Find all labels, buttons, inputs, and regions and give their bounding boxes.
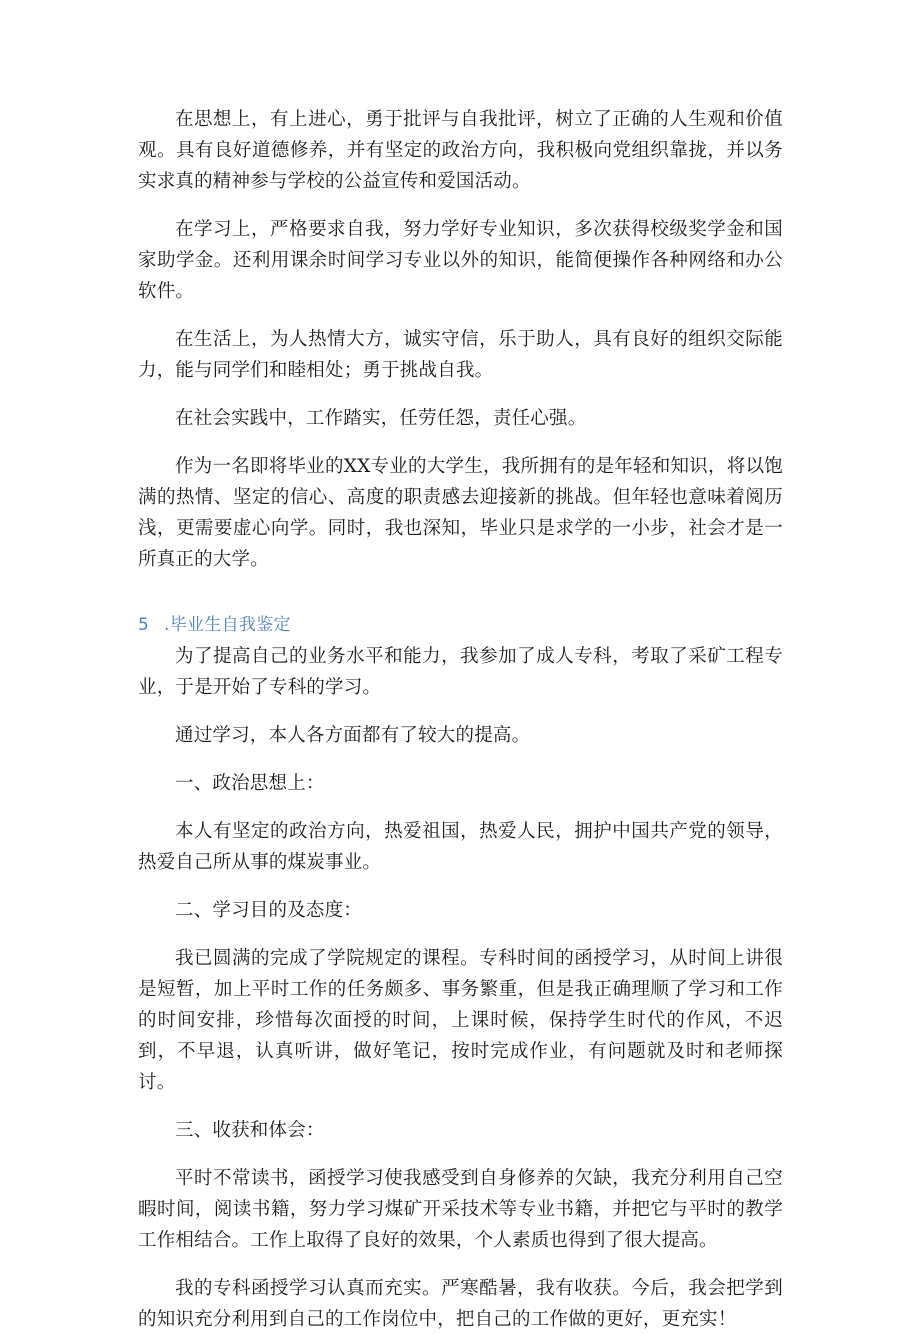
paragraph-study-attitude: 我已圆满的完成了学院规定的课程。专科时间的函授学习，从时间上讲很是短暂，加上平时工作的任务颇多、事务繁重，但是我正确理顺了学习和工作的时间安排，珍惜每次面授的时间，上课时候，保持学生时代的作风，不迟到，不早退，认真听讲，做好笔记，按时完成作业，有问题就及时和老师探讨。	[138, 948, 783, 1093]
paragraph-social-practice: 在社会实践中，工作踏实，任劳任怨，责任心强。	[175, 408, 587, 429]
section-heading	[138, 611, 783, 639]
paragraph-life: 在生活上，为人热情大方，诚实守信，乐于助人，具有良好的组织交际能力，能与同学们和睦相处；勇于挑战自我。	[138, 329, 783, 381]
paragraph-politics: 本人有坚定的政治方向，热爱祖国，热爱人民，拥护中国共产党的领导，热爱自己所从事的煤炭事业。	[138, 821, 783, 873]
section-heading-text: .毕业生自我鉴定	[164, 615, 291, 635]
subheading-politics: 一、政治思想上：	[175, 773, 325, 794]
paragraph-conclusion: 我的专科函授学习认真而充实。严寒酷暑，我有收获。今后，我会把学到的知识充分利用到自己的工作岗位中，把自己的工作做的更好，更充实！	[138, 1278, 783, 1330]
paragraph-study: 在学习上，严格要求自我，努力学好专业知识，多次获得校级奖学金和国家助学金。还利用课余时间学习专业以外的知识，能简便操作各种网络和办公软件。	[138, 219, 783, 302]
paragraph-intro: 为了提高自己的业务水平和能力，我参加了成人专科，考取了采矿工程专业，于是开始了专科的学习。	[138, 646, 783, 698]
subheading-study-attitude: 二、学习目的及态度：	[175, 900, 363, 921]
paragraph-improvement: 通过学习，本人各方面都有了较大的提高。	[175, 725, 531, 746]
subheading-gains: 三、收获和体会：	[175, 1120, 325, 1141]
paragraph-graduate-outlook: 作为一名即将毕业的XX专业的大学生，我所拥有的是年轻和知识，将以饱满的热情、坚定的信心、高度的职责感去迎接新的挑战。但年轻也意味着阅历浅，更需要虚心向学。同时，我也深知，毕业只是求学的一小步，社会才是一所真正的大学。	[138, 456, 783, 570]
document-body	[138, 104, 783, 1335]
paragraph-ideology: 在思想上，有上进心，勇于批评与自我批评，树立了正确的人生观和价值观。具有良好道德修养，并有坚定的政治方向，我积极向党组织靠拢，并以务实求真的精神参与学校的公益宣传和爱国活动。	[138, 109, 783, 192]
section-heading-number: 5	[138, 615, 150, 635]
paragraph-gains: 平时不常读书，函授学习使我感受到自身修养的欠缺，我充分利用自己空暇时间，阅读书籍，努力学习煤矿开采技术等专业书籍，并把它与平时的教学工作相结合。工作上取得了良好的效果，个人素质也得到了很大提高。	[138, 1168, 783, 1251]
